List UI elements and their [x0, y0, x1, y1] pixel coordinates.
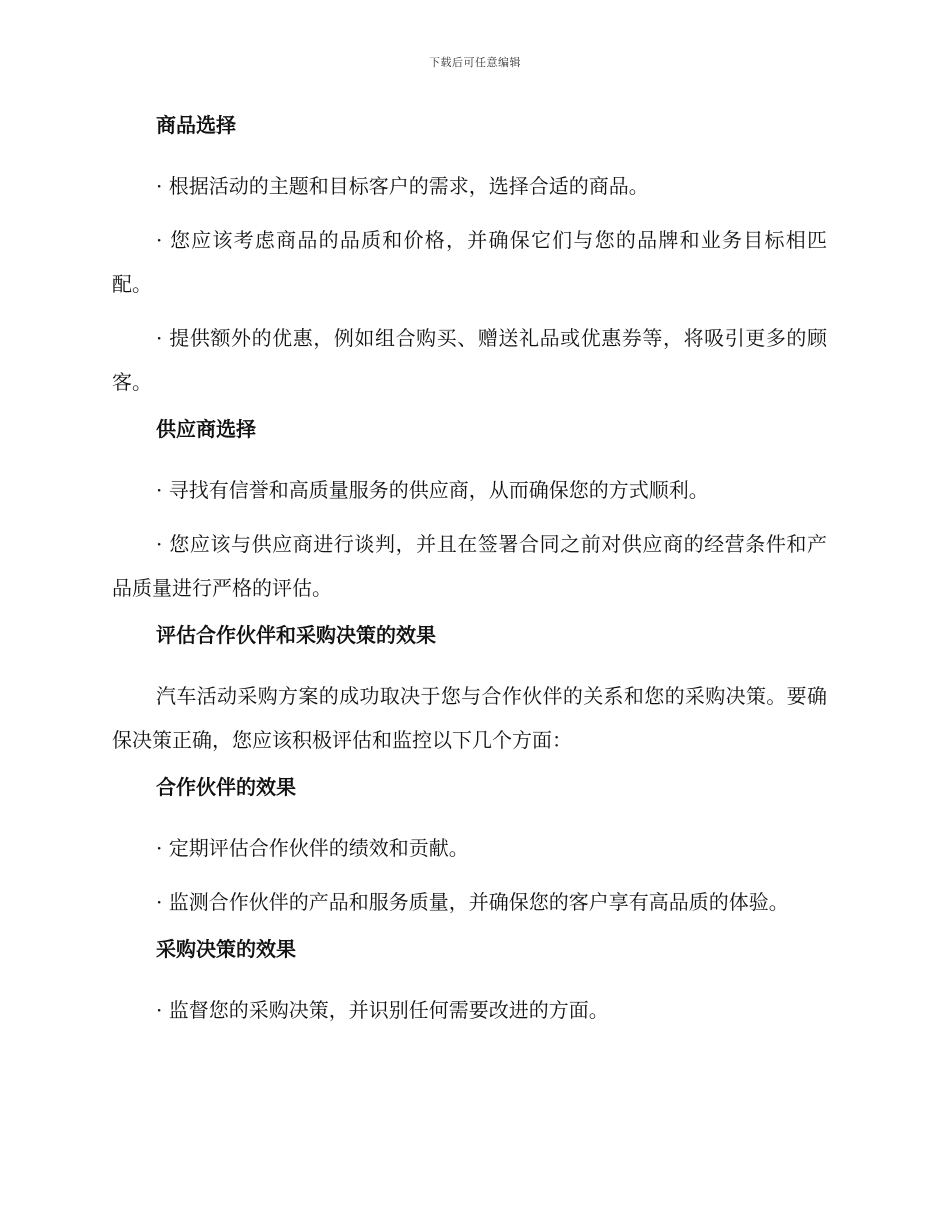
bullet-paragraph: · 寻找有信誉和高质量服务的供应商，从而确保您的方式顺利。 [156, 478, 709, 502]
bullet-paragraph: · 您应该与供应商进行谈判，并且在签署合同之前对供应商的经营条件和产品质量进行严格的评估。 [112, 532, 827, 600]
section-supplier-selection [112, 414, 827, 610]
bullet-paragraph: · 根据活动的主题和目标客户的需求，选择合适的商品。 [156, 174, 649, 198]
bullet-paragraph: · 监测合作伙伴的产品和服务质量，并确保您的客户享有高品质的体验。 [156, 890, 789, 914]
section-evaluation [112, 620, 827, 762]
bullet-paragraph: · 提供额外的优惠，例如组合购买、赠送礼品或优惠券等，将吸引更多的顾客。 [112, 326, 827, 394]
section-heading: 合作伙伴的效果 [156, 775, 296, 799]
section-heading: 供应商选择 [156, 417, 256, 441]
page-header: 下载后可任意编辑 [429, 56, 521, 69]
bullet-paragraph: · 定期评估合作伙伴的绩效和贡献。 [156, 836, 469, 860]
bullet-paragraph: · 您应该考虑商品的品质和价格，并确保它们与您的品牌和业务目标相匹配。 [112, 228, 827, 296]
section-heading: 采购决策的效果 [156, 937, 296, 961]
section-product-selection [112, 110, 827, 404]
section-purchase-decision-effect [112, 934, 827, 1032]
section-heading: 评估合作伙伴和采购决策的效果 [156, 623, 436, 647]
bullet-paragraph: · 监督您的采购决策，并识别任何需要改进的方面。 [156, 998, 609, 1022]
document-body [112, 110, 827, 1042]
body-paragraph: 汽车活动采购方案的成功取决于您与合作伙伴的关系和您的采购决策。要确保决策正确，您应该积极评估和监控以下几个方面： [112, 684, 827, 752]
section-heading: 商品选择 [156, 113, 236, 137]
section-partner-effect [112, 772, 827, 924]
